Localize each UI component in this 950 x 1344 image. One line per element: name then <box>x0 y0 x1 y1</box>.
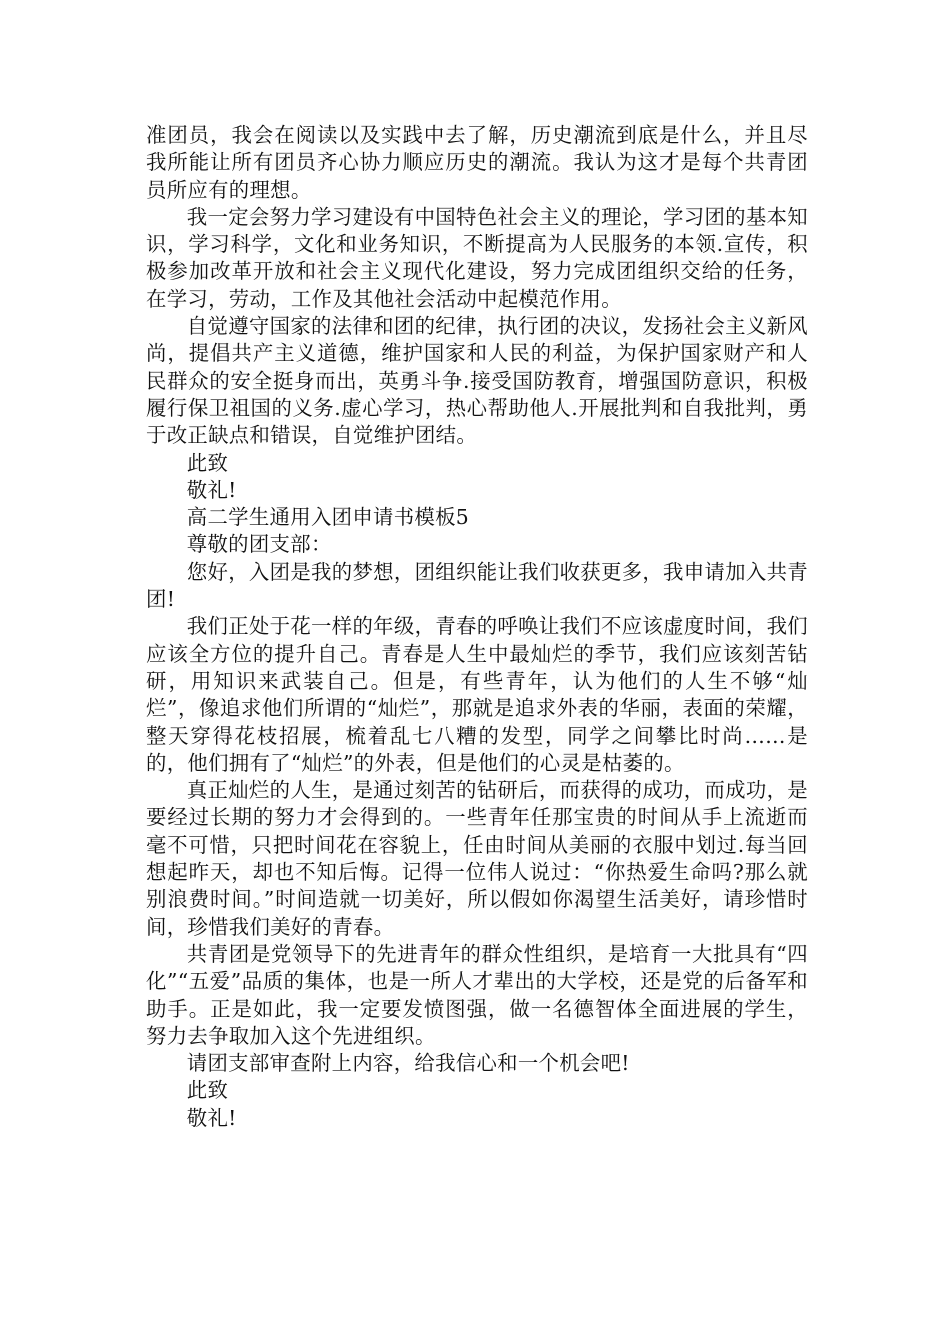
closing-salutation-2: 此致 <box>186 1078 229 1103</box>
paragraph-youth: 我们正处于花一样的年级，青春的呼唤让我们不应该虚度时间，我们应该全方位的提升自己。青春是人生中最灿烂的季节，我们应该刻苦钻研，用知识来武装自己。但是，有些青年，认为他们的人生不够“灿烂”，像追求他们所谓的“灿烂”，那就是追求外表的华丽，表面的荣耀，整天穿得花枝招展，梳着乱七八糟的发型，同学之间攀比时尚……是的，他们拥有了“灿烂”的外表，但是他们的心灵是枯萎的。 <box>146 614 808 775</box>
paragraph-discipline: 自觉遵守国家的法律和团的纪律，执行团的决议，发扬社会主义新风尚，提倡共产主义道德，维护国家和人民的利益，为保护国家财产和人民群众的安全挺身而出，英勇斗争.接受国防教育，增强国防意识，积极履行保卫祖国的义务.虚心学习，热心帮助他人.开展批判和自我批判，勇于改正缺点和错误，自觉维护团结。 <box>146 314 808 448</box>
paragraph-league: 共青团是党领导下的先进青年的群众性组织，是培育一大批具有“四化”“五爱”品质的集体，也是一所人才辈出的大学校，还是党的后备军和助手。正是如此，我一定要发愤图强，做一名德智体全面进展的学生，努力去争取加入这个先进组织。 <box>146 941 808 1048</box>
closing-regards-2: 敬礼! <box>186 1105 237 1130</box>
paragraph-study: 我一定会努力学习建设有中国特色社会主义的理论，学习团的基本知识，学习科学，文化和业务知识，不断提高为人民服务的本领.宣传，积极参加改革开放和社会主义现代化建设，努力完成团组织交给的任务，在学习，劳动，工作及其他社会活动中起模范作用。 <box>146 204 808 311</box>
closing-regards: 敬礼! <box>186 477 237 502</box>
paragraph-intro: 您好，入团是我的梦想，团组织能让我们收获更多，我申请加入共青团! <box>146 559 808 612</box>
paragraph-continuation: 准团员，我会在阅读以及实践中去了解，历史潮流到底是什么，并且尽我所能让所有团员齐心协力顺应历史的潮流。我认为这才是每个共青团员所应有的理想。 <box>146 123 808 202</box>
paragraph-success: 真正灿烂的人生，是通过刻苦的钻研后，而获得的成功，而成功，是要经过长期的努力才会得到的。一些青年任那宝贵的时间从手上流逝而毫不可惜，只把时间花在容貌上，任由时间从美丽的衣服中划过.每当回想起昨天，却也不知后悔。记得一位伟人说过：“你热爱生命吗?那么就别浪费时间。”时间造就一切美好，所以假如你渴望生活美好，请珍惜时间，珍惜我们美好的青春。 <box>146 778 808 939</box>
section-heading: 高二学生通用入团申请书模板5 <box>186 505 470 530</box>
paragraph-request: 请团支部审查附上内容，给我信心和一个机会吧! <box>186 1051 630 1076</box>
closing-salutation: 此致 <box>186 450 229 475</box>
document-body <box>146 122 808 1132</box>
greeting: 尊敬的团支部： <box>186 532 332 557</box>
